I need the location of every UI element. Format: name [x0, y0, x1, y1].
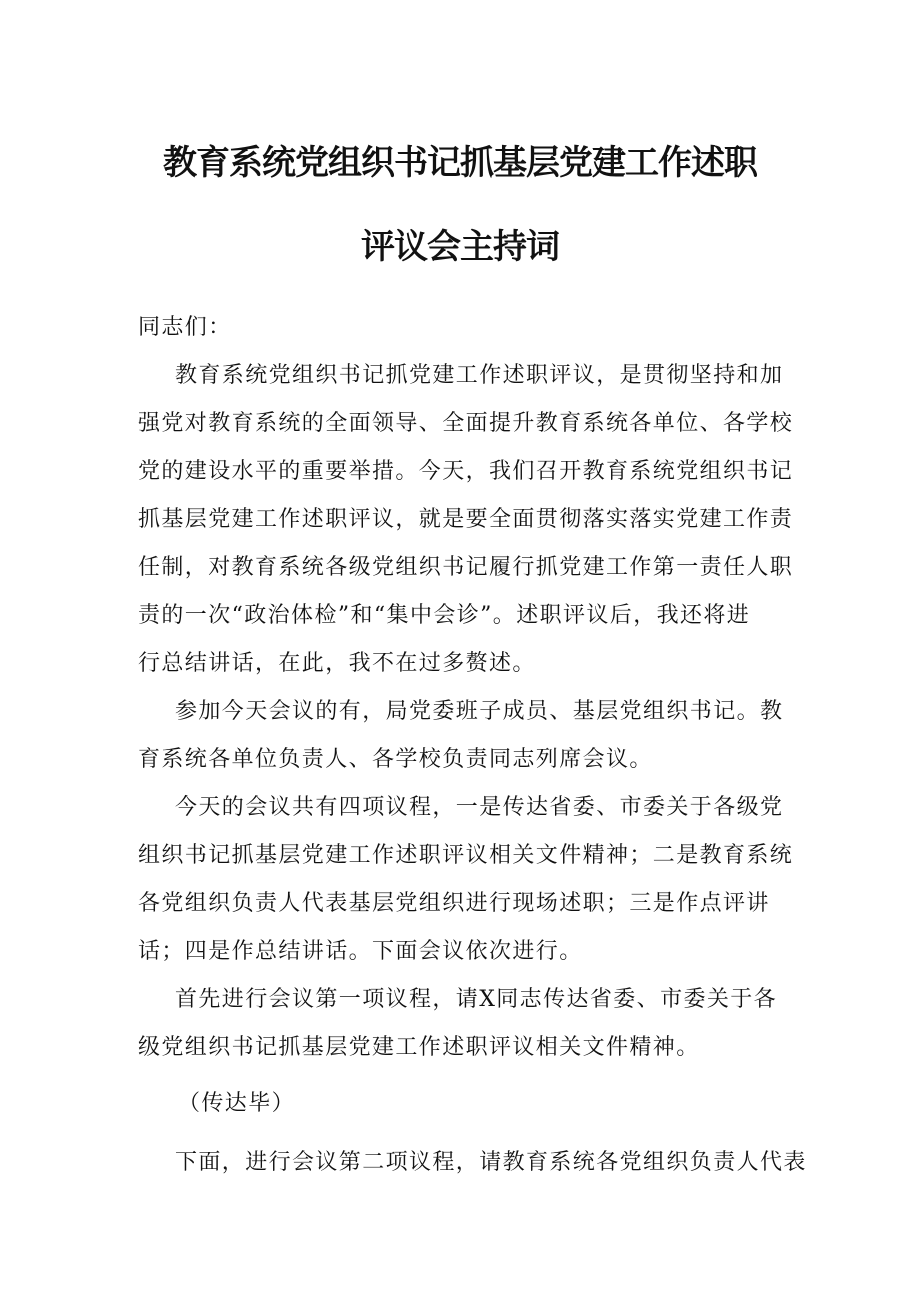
paragraph-line: 话；四是作总结讲话。下面会议依次进行。: [138, 939, 583, 964]
paragraph-line: 教育系统党组织书记抓党建工作述职评议，是贯彻坚持和加: [175, 363, 784, 388]
paragraph-line: 任制，对教育系统各级党组织书记履行抓党建工作第一责任人职: [138, 555, 794, 580]
paragraph-line: 责的一次“政治体检”和“集中会诊”。述职评议后，我还将进: [138, 603, 751, 628]
paragraph-line: 今天的会议共有四项议程，一是传达省委、市委关于各级党: [175, 795, 784, 820]
paragraph-line: 育系统各单位负责人、各学校负责同志列席会议。: [138, 747, 653, 772]
paragraph-line: 抓基层党建工作述职评议，就是要全面贯彻落实落实党建工作责: [138, 507, 794, 532]
paragraph-line: 下面，进行会议第二项议程，请教育系统各党组织负责人代表: [175, 1150, 807, 1175]
paragraph-line: 首先进行会议第一项议程，请X同志传达省委、市委关于各: [175, 987, 778, 1012]
paragraph-line: 各党组织负责人代表基层党组织进行现场述职；三是作点评讲: [138, 891, 770, 916]
paragraph-line: 组织书记抓基层党建工作述职评议相关文件精神；二是教育系统: [138, 843, 794, 868]
stage-direction: （传达毕）: [178, 1091, 296, 1116]
paragraph-line: 级党组织书记抓基层党建工作述职评议相关文件精神。: [138, 1035, 700, 1060]
paragraph-line: 参加今天会议的有，局党委班子成员、基层党组织书记。教: [175, 699, 784, 724]
paragraph-line: 行总结讲话，在此，我不在过多赘述。: [138, 651, 536, 676]
greeting: 同志们：: [138, 315, 232, 340]
document-title-line-1: 教育系统党组织书记抓基层党建工作述职: [163, 143, 757, 183]
paragraph-line: 强党对教育系统的全面领导、全面提升教育系统各单位、各学校: [138, 411, 794, 436]
paragraph-line: 党的建设水平的重要举措。今天，我们召开教育系统党组织书记: [138, 459, 794, 484]
document-title-line-2: 评议会主持词: [361, 227, 559, 267]
